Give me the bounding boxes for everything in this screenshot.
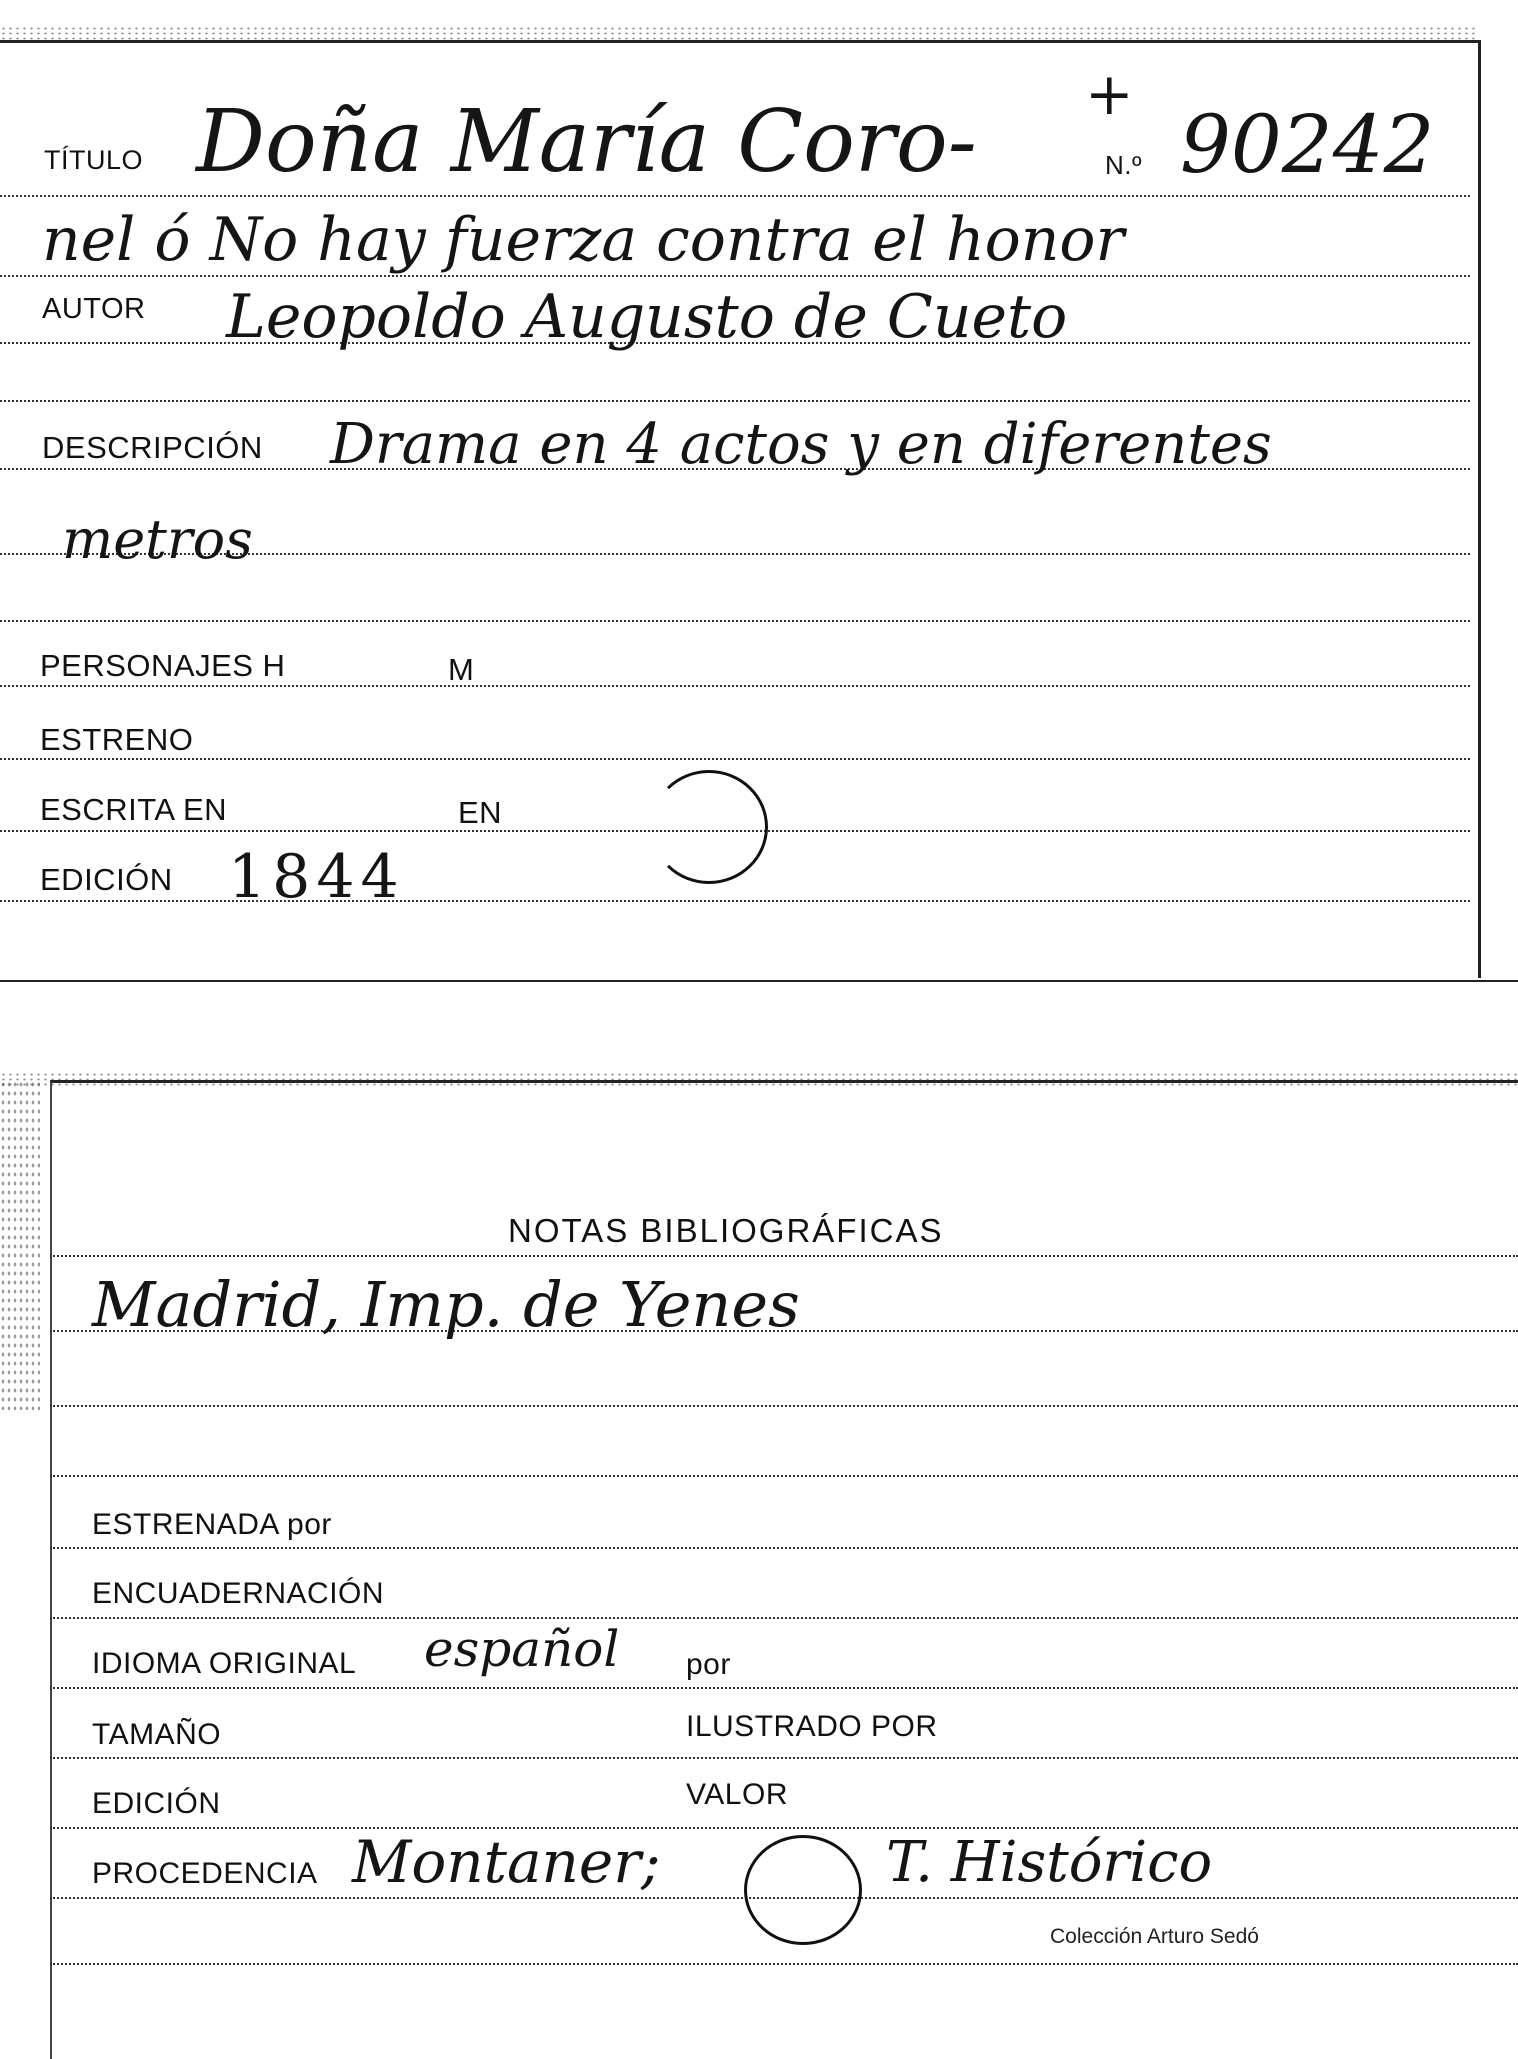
ruled-line xyxy=(50,1255,1518,1257)
handwritten-procedencia-1: Montaner; xyxy=(352,1828,661,1896)
en-label: EN xyxy=(458,795,503,830)
numero-label: N.º xyxy=(1105,150,1142,180)
stamp-circle xyxy=(650,770,768,884)
descripcion-label: DESCRIPCIÓN xyxy=(42,430,263,465)
personajes-h-label: PERSONAJES H xyxy=(40,648,286,683)
ruled-line xyxy=(50,1827,1518,1829)
edicion-label: EDICIÓN xyxy=(40,862,173,897)
handwritten-idioma: español xyxy=(424,1620,620,1678)
idioma-por-label: por xyxy=(686,1648,731,1681)
ruled-line xyxy=(50,1405,1518,1407)
ruled-line xyxy=(0,900,1470,902)
estreno-label: ESTRENO xyxy=(40,722,194,757)
ruled-line xyxy=(50,1687,1518,1689)
ruled-line xyxy=(0,685,1470,687)
ruled-line xyxy=(0,195,1470,197)
handwritten-description-line1: Drama en 4 actos y en diferentes xyxy=(330,412,1272,477)
ruled-line xyxy=(50,1963,1518,1965)
card-left-edge-speckle xyxy=(0,1080,40,1410)
ruled-line xyxy=(50,1757,1518,1759)
handwritten-author: Leopoldo Augusto de Cueto xyxy=(226,282,1068,352)
edicion-back-label: EDICIÓN xyxy=(92,1787,221,1820)
notas-heading: NOTAS BIBLIOGRÁFICAS xyxy=(508,1212,944,1249)
handwritten-notas: Madrid, Imp. de Yenes xyxy=(92,1268,800,1341)
handwritten-catalog-number: 90242 xyxy=(1180,98,1435,191)
ilustrado-por-label: ILUSTRADO POR xyxy=(686,1710,938,1743)
personajes-m-label: M xyxy=(448,652,475,687)
handwritten-title-line1: Doña María Coro- xyxy=(196,92,977,192)
ruled-line xyxy=(50,1475,1518,1477)
card-edge-speckle xyxy=(0,1072,1518,1086)
autor-label: AUTOR xyxy=(42,293,146,325)
ruled-line xyxy=(0,275,1470,277)
stamp-circle xyxy=(744,1835,862,1945)
escrita-en-label: ESCRITA EN xyxy=(40,792,228,827)
handwritten-procedencia-2: T. Histórico xyxy=(886,1830,1213,1895)
ruled-line xyxy=(0,758,1470,760)
handwritten-edition-year: 1844 xyxy=(228,842,405,912)
coleccion-credit: Colección Arturo Sedó xyxy=(1050,1925,1259,1948)
handwritten-description-line2: metros xyxy=(62,508,253,571)
ruled-line xyxy=(50,1547,1518,1549)
titulo-label: TÍTULO xyxy=(44,145,144,175)
procedencia-label: PROCEDENCIA xyxy=(92,1857,318,1890)
ruled-line xyxy=(0,620,1470,622)
valor-label: VALOR xyxy=(686,1778,788,1811)
ruled-line xyxy=(0,400,1470,402)
encuadernacion-label: ENCUADERNACIÓN xyxy=(92,1577,385,1610)
tamano-label: TAMAÑO xyxy=(92,1718,222,1751)
card-edge-speckle xyxy=(0,26,1478,40)
ruled-line xyxy=(50,1617,1518,1619)
card-divider xyxy=(0,980,1518,982)
handwritten-title-line2: nel ó No hay fuerza contra el honor xyxy=(42,205,1125,275)
estrenada-por-label: ESTRENADA por xyxy=(92,1508,332,1541)
handwritten-cross-mark: + xyxy=(1085,60,1134,128)
idioma-original-label: IDIOMA ORIGINAL xyxy=(92,1647,357,1680)
